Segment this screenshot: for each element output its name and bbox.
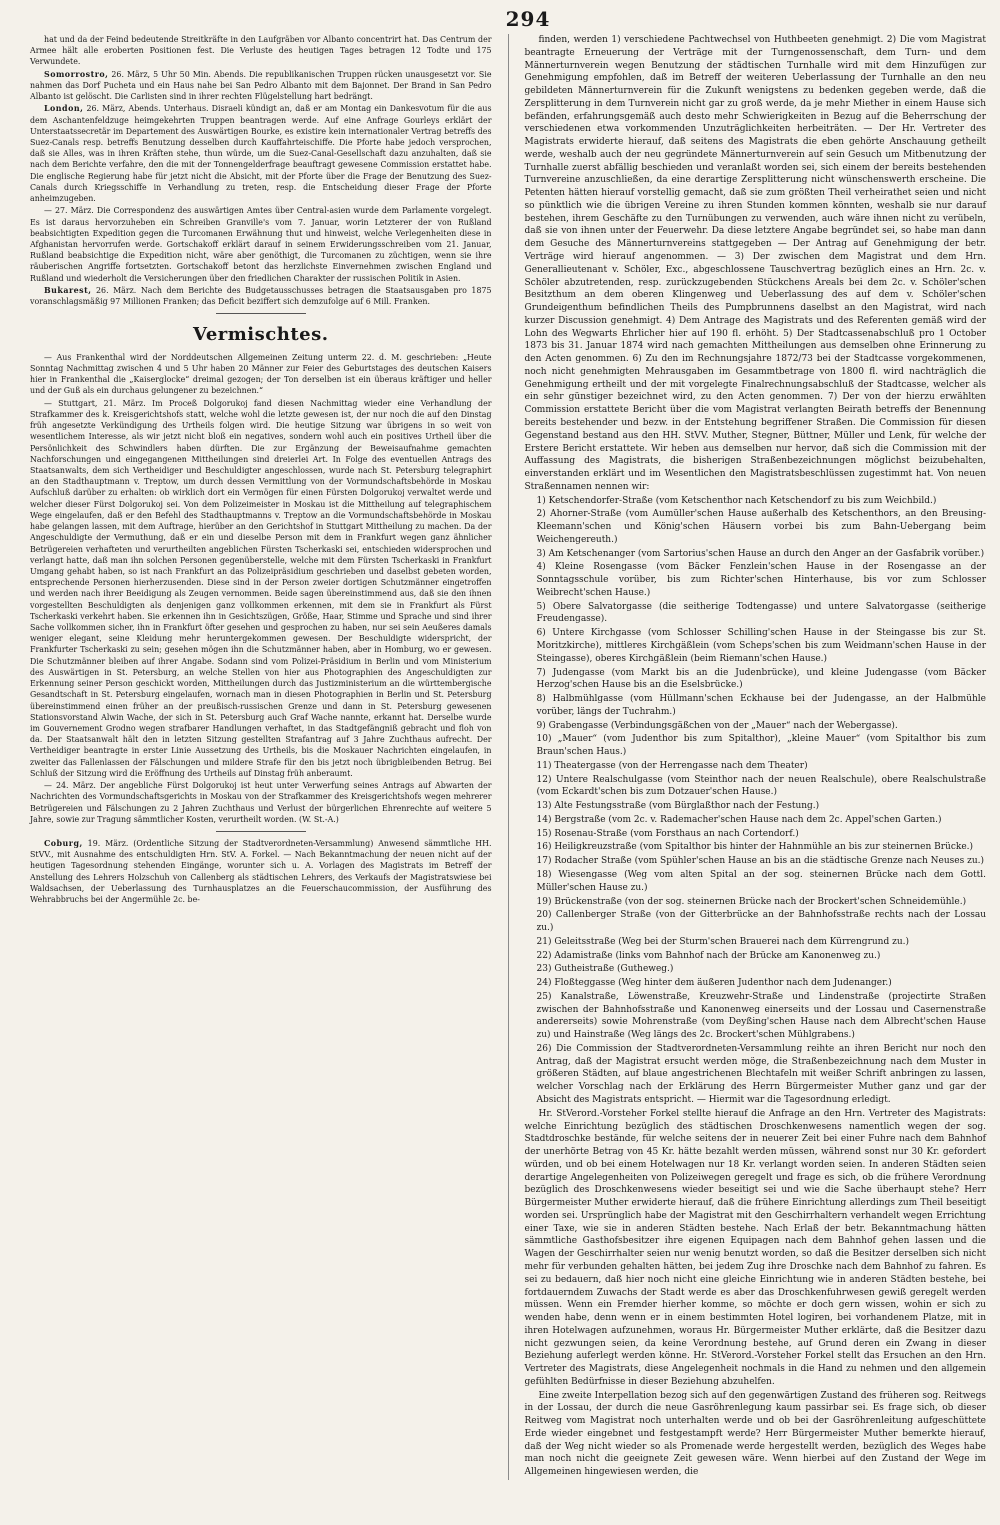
paragraph: [30, 398, 492, 779]
street-list-item: 2) Ahorner-Straße (vom Aumüller'schen Hause außerhalb des Ketschenthors, an den Breusing-Kleemann'schen und König'schen Häusern vorbei bis zum Bahn-Uebergang beim Weichengereuth.): [536, 509, 987, 545]
column-rule: [508, 34, 509, 1480]
street-list-item: 14) Bergstraße (vom 2c. v. Rademacher'schen Hause nach dem 2c. Appel'schen Garten.): [536, 814, 942, 825]
street-list-item: 15) Rosenau-Straße (vom Forsthaus an nach Cortendorf.): [536, 828, 799, 839]
street-list-item: 11) Theatergasse (von der Herrengasse nach dem Theater): [536, 760, 808, 771]
street-name-list: [525, 495, 987, 1107]
columns: [30, 34, 986, 1480]
right-interpellation-block: [525, 1108, 987, 1479]
section-heading-vermischtes: Vermischtes.: [193, 324, 329, 346]
street-list-item: 5) Obere Salvatorgasse (die seitherige Todtengasse) und untere Salvatorgasse (seitherige Freudengasse).: [536, 601, 987, 625]
paragraph-text: 26. März. Nach dem Berichte des Budgetausschusses betragen die Staatsausgaben pro 1875 voranschlagsmäßig 97 Millionen Franken; das Deficit beziffert sich demzufolge auf 6 Mill. Franken.: [30, 285, 492, 307]
page-number: 294: [505, 7, 551, 31]
paragraph: [30, 69, 492, 103]
street-list-item: 23) Gutheistraße (Gutheweg.): [536, 964, 674, 975]
paragraph: [30, 838, 492, 905]
paragraph-text: Eine zweite Interpellation bezog sich auf den gegenwärtigen Zustand des früheren sog. Reitwegs in der Lossau, der durch die neue Gasröhrenlegung kaum passirbar sei. Es frage sich, ob dieser Reitweg vom Magistrat noch unterhalten werde und ob bei der Gasröhrenleitung aufgeschüttete Erde wieder eingebnet und festgestampft werde? Herr Bürgermeister Muther bemerkte hierauf, daß der Weg nicht wieder so als Promenade werde hergestellt werden, bezüglich des Weges habe man noch nicht die geeignete Zeit gewesen wäre. Wenn hierbei auf den Zustand der Wege im Allgemeinen hingewiesen werden, die: [524, 1390, 987, 1478]
street-list-item: 12) Untere Realschulgasse (vom Steinthor nach der neuen Realschule), obere Realschulstraße (vom Eckardt'schen bis zum Dotzauer'schen Hause.): [536, 774, 987, 798]
street-list-item: 16) Heiligkreuzstraße (vom Spitalthor bis hinter der Hahnmühle an bis zur steinernen Brücke.): [536, 842, 974, 853]
paragraph: [30, 285, 492, 307]
street-list-item: 25) Kanalstraße, Löwenstraße, Kreuzwehr-Straße und Lindenstraße (projectirte Straßen zwischen der Bahnhofsstraße und Kanonenweg einerseits und der Lossau und Casernenstraße andererseits) sowie Mohrenstraße (vom Deyßing'schen Hause nach dem Albrecht'schen Hause zu) und Hainstraße (Weg längs des 2c. Brockert'schen Mühlgrabens.): [536, 991, 987, 1041]
street-list-item: 6) Untere Kirchgasse (vom Schlosser Schilling'schen Hause in der Steingasse bis zur St. Moritzkirche), mittleres Kirchgäßlein (vom Scheps'schen bis zum Weidmann'schen Hause in der Steingasse), oberes Kirchgäßlein (beim Riemann'schen Hause.): [536, 628, 987, 664]
left-vermischtes-block: [30, 352, 492, 825]
street-list-item: 13) Alte Festungsstraße (vom Bürglaßthor nach der Festung.): [536, 801, 820, 812]
paragraph-text: 19. März. (Ordentliche Sitzung der Stadtverordneten-Versammlung) Anwesend sämmtliche HH. StVV., mit Ausnahme des entschuldigten Hrn. StV. A. Forkel. — Nach Bekanntmachung der neuen nicht auf der heutigen Tagesordnung stehenden Eingänge, worunter sich u. A. Vorlagen des Magistrats im Betreff der Anstellung des Lehrers Holzschuh von Callenberg als städtischen Lehrers, des Verkaufs der Magistratswiese bei Waldsachsen, der Ueberlassung des Turnhausplatzes an die Feuerschaucommission, der Ausführung des Wehrabbruchs bei der Angermühle 2c. be-: [30, 838, 492, 905]
paragraph: [525, 1108, 987, 1389]
street-list-item: 26) Die Commission der Stadtverordneten-Versammlung reihte an ihren Bericht nur noch den Antrag, daß der Magistrat ersucht werden möge, die Straßenbezeichnung nach dem Muster in größeren Städten, auf blaue angestrichenen Blechtafeln mit weißer Schrift anbringen zu lassen, welcher Vorschlag nach der Erklärung des Herrn Bürgermeister Muther ganz und gar der Absicht des Magistrats entspricht. — Hiermit war die Tagesordnung erledigt.: [536, 1043, 987, 1106]
street-list-item: 17) Rodacher Straße (vom Spühler'schen Hause an bis an die städtische Grenze nach Neuses zu.): [536, 856, 985, 867]
street-list-item: 24) Floßteggasse (Weg hinter dem äußeren Judenthor nach dem Judenanger.): [536, 978, 892, 989]
paragraph-text: — 24. März. Der angebliche Fürst Dolgorukoj ist heut unter Verwerfung seines Antrags auf Abwarten der Nachrichten des Vormundschaftsgerichts in Moskau von der Strafkammer des Kreisgerichtshofs wegen mehrerer Betrügereien und Fälschungen zu 2 Jahren Zuchthaus und Verlust der bürgerlichen Ehrenrechte auf weitere 5 Jahre, sowie zur Tragung sämmtlicher Kosten, verurtheilt worden. (W. St.-A.): [30, 781, 492, 824]
dateline: Coburg,: [44, 838, 83, 848]
left-column: [30, 34, 492, 1480]
paragraph: [525, 34, 987, 494]
right-session-block: [525, 34, 987, 494]
street-list-item: 10) „Mauer“ (vom Judenthor bis zum Spitalthor), „kleine Mauer“ (vom Spitalthor bis zum Braun'schen Haus.): [536, 734, 987, 758]
paragraph-text: finden, werden 1) verschiedene Pachtwechsel von Huthbeeten genehmigt. 2) Die vom Magistrat beantragte Erneuerung der Verträge mit der Turngenossenschaft, dem Turn- und dem Männerturnverein wegen Benutzung der städtischen Turnhalle wird mit dem Hinzufügen zur Genehmigung empfohlen, daß im Betreff der weiteren Ueberlassung der Turnhalle an den neu gebildeten Männerturnverein für die Zukunft wenigstens zu bedenken gegeben werde, daß die Zersplitterung in dem Turnverein nicht gar zu groß werde, da je mehr Miether in einem Hause sich befänden, erfahrungsgemäß auch desto mehr Schwierigkeiten in Bezug auf die Beherrschung der verschiedenen etwa vorkommenden Unzuträglichkeiten herbeiträten. — Der Hr. Vertreter des Magistrats erwiderte hierauf, daß seitens des Magistrats die eben gehörte Anschauung getheilt werde, weshalb auch der neu gegründete Männerturnverein auf sein Gesuch um Mitbenutzung der Turnhalle zuerst abfällig beschieden und veranlaßt worden sei, sich einem der bereits bestehenden Turnvereine anzuschließen, da eine derartige Zersplitterung nicht wünschenswerth erscheine. Die Petenten hätten hierauf vorstellig gemacht, daß sie zum größten Theil verheirathet seien und nicht so pünktlich wie die übrigen Vereine zu ihren Stunden kommen könnten, weshalb sie nur darauf bestehen, ihrem Geschäfte zu den Turnübungen zu verwenden, auch wäre ihnen nicht zu verübeln, daß sie von ihnen unter der Feuerwehr. Da diese letztere Angabe begründet sei, so habe man dann dem Gesuche des Männerturnvereins stattgegeben — Der Antrag auf Genehmigung der betr. Verträge wird hierauf angenommen. — 3) Der zwischen dem Magistrat und dem Hrn. Generallieutenant v. Schöler, Exc., abgeschlossene Tauschvertrag bezüglich eines an Hrn. 2c. v. Schöler abzutretenden, resp. zurückzugebenden Stückchens Areals bei dem 2c. v. Schöler'schen Besitzthum an dem oberen Klingenweg und Ueberlassung des auf dem v. Schöler'schen Grundeigenthum befindlichen Theils des Pumpbrunnens daselbst an den Magistrat, wird nach kurzer Discussion genehmigt. 4) Dem Antrage des Magistrats und des Referenten gemäß wird der Lohn des Wegwarts Ehrlicher hier auf 190 fl. erhöht. 5) Der Stadtcassenabschluß pro 1 October 1873 bis 31. Januar 1874 wird nach gemachten Mittheilungen aus demselben ohne Erinnerung zu den Acten genommen. 6) Zu den im Rechnungsjahre 1872/73 bei der Stadtcasse vorgekommenen, noch nicht genehmigten Mehrausgaben im Gesammtbetrage von 1800 fl. wird nachträglich die Genehmigung ertheilt und der mit vorgelegte Finalrechnungsabschluß der Stadtcasse, welcher als ein sehr günstiger bezeichnet wird, zu den Acten genommen. 7) Der von der hierzu erwählten Commission erstattete Bericht über die vom Magistrat verlangten Beirath betreffs der Benennung bereits bestehender und bezw. in der Entstehung begriffener Straßen. Die Commission für diesen Gegenstand bestand aus den HH. StVV. Muther, Stegner, Büttner, Müller und Lenk, für welche der Erstere Bericht erstattete. Wir heben aus demselben nur hervor, daß sich die Commission mit der Auffassung des Magistrats, die bisherigen Straßenbezeichnungen möglichst beizubehalten, einverstanden erklärt und im Wesentlichen den Magistratsbeschlüssen zugestimmt hat. Von neuen Straßennamen nennen wir:: [524, 35, 987, 492]
dateline: London,: [44, 104, 84, 114]
street-list-item: 9) Grabengasse (Verbindungsgäßchen von der „Mauer“ nach der Webergasse).: [536, 720, 898, 731]
paragraph-text: hat und da der Feind bedeutende Streitkräfte in den Laufgräben vor Albanto concentrirt hat. Das Centrum der Armee hält alle eroberten Positionen fest. Die Verluste des heutigen Tages betragen 12 Todte und 175 Verwundete.: [30, 35, 492, 67]
street-list-item: 3) Am Ketschenanger (vom Sartorius'schen Hause an durch den Anger an der Gasfabrik vorüber.): [536, 548, 985, 559]
paragraph-text: 26. März, 5 Uhr 50 Min. Abends. Die republikanischen Truppen rücken unausgesetzt vor. Sie nahmen das Dorf Pucheta und ein Haus nahe bei San Pedro Albanto mit dem Bajonnet. Der Brand in San Pedro Albanto ist gelöscht. Die Carlisten sind in ihrer rechten Flügelstellung hart bedrängt.: [30, 69, 492, 102]
section-divider: [216, 831, 306, 832]
paragraph: [30, 205, 492, 284]
paragraph-text: — 27. März. Die Correspondenz des auswärtigen Amtes über Central-asien wurde dem Parlamente vorgelegt. Es ist daraus hervorzuheben ein Schreiben Granville's vom 7. Januar, worin Letzterer der von Rußland beabsichtigten Expedition gegen die Turcomanen Erwähnung thut und hinweist, welche Verlegenheiten diese in Afghanistan hervorrufen werde. Gortschakoff erklärt darauf in seinem Erwiderungsschreiben vom 21. Januar, Rußland beabsichtige die Expedition nicht, wäre aber genöthigt, die Turcomanen zu züchtigen, wenn sie ihre räuberischen Angriffe fortsetzten. Gortschakoff betont das herzlichste Einvernehmen zwischen England und Rußland und wiederholt die Versicherungen über den friedlichen Charakter der russischen Politik in Asien.: [30, 206, 492, 283]
dateline: Somorrostro,: [44, 69, 109, 79]
street-list-item: 1) Ketschendorfer-Straße (vom Ketschenthor nach Ketschendorf zu bis zum Weichbild.): [536, 495, 937, 506]
paragraph: [30, 103, 492, 204]
right-column: [525, 34, 987, 1480]
paragraph: [30, 34, 492, 68]
dateline: Bukarest,: [44, 285, 92, 295]
left-coburg-block: [30, 838, 492, 905]
street-list-item: 8) Halbmühlgasse (vom Hüllmann'schen Eckhause bei der Judengasse, an der Halbmühle vorüber, längs der Tuchrahm.): [536, 694, 987, 717]
street-list-item: 19) Brückenstraße (von der sog. steinernen Brücke nach der Brockert'schen Schneidemühle.): [536, 896, 967, 907]
left-news-block: [30, 34, 492, 307]
street-list-item: 4) Kleine Rosengasse (vom Bäcker Fenzlein'schen Hause in der Rosengasse an der Sonntagsschule vorüber, bis zum Richter'schen Hinterhause, bis vor zum Schlosser Weibrecht'schen Hause.): [536, 562, 987, 598]
street-list-item: 20) Callenberger Straße (von der Gitterbrücke an der Bahnhofsstraße rechts nach der Lossau zu.): [536, 910, 987, 934]
paragraph-text: Hr. StVerord.-Vorsteher Forkel stellte hierauf die Anfrage an den Hrn. Vertreter des Magistrats: welche Einrichtung bezüglich des städtischen Droschkenwesens namentlich wegen der sog. Stadtdroschke bestände, für welche seitens der in neuerer Zeit bei einer Fuhre nach dem Bahnhof der unerhörte Betrag von 45 Kr. hätte bezahlt werden müssen, während sonst nur 30 Kr. gefordert würden, und ob bei einem Hotelwagen nur 18 Kr. verlangt worden seien. In anderen Städten seien derartige Angelegenheiten von Polizeiwegen geregelt und frage es sich, ob die frühere Verordnung bezüglich des Droschkenwesens wieder beseitigt sei und wie die Sache überhaupt stehe? Herr Bürgermeister Muther erwiderte hierauf, daß die frühere Einrichtung allerdings zum Theil beseitigt worden sei. Ursprünglich habe der Magistrat mit den Geschirrhaltern verhandelt wegen Errichtung einer Taxe, wie sie in anderen Städten bestehe. Nach Erlaß der betr. Bekanntmachung hätten sämmtliche Gasthofsbesitzer ihre eigenen Equipagen nach dem Bahnhof gehen lassen und die Wagen der Geschirrhalter seien nur wenig benutzt worden, so daß die Besitzer derselben sich nicht mehr für verbunden gehalten hätten, bei jedem Zug ihre Droschke nach dem Bahnhof zu fahren. Es sei zu bedauern, daß hier noch nicht eine gleiche Einrichtung wie in anderen Städten bestehe, bei fortdauerndem Zuwachs der Stadt werde es aber das Droschkenfuhrwesen gewiß geregelt werden müssen. Wenn ein Fremder hierher komme, so möchte er doch gern wissen, wohin er sich zu wenden habe, denn wenn er in einem bestimmten Hotel logiren, bei vorhandenem Platze, mit in ihren Hotelwagen aufzunehmen, woraus Hr. Bürgermeister Muther erklärte, daß die Besitzer dazu nicht gezwungen seien, da keine Verordnung bestehe, auf Grund deren ein Zwang in dieser Beziehung auferlegt werden könne. Hr. StVerord.-Vorsteher Forkel stellt das Ersuchen an den Hrn. Vertreter des Magistrats, diese Angelegenheit nochmals in die Hand zu nehmen und den allgemein gefühlten Bedürfnisse in dieser Beziehung abzuhelfen.: [524, 1108, 987, 1387]
paragraph-text: — Aus Frankenthal wird der Norddeutschen Allgemeinen Zeitung unterm 22. d. M. geschrieben: „Heute Sonntag Nachmittag zwischen 4 und 5 Uhr haben 20 Männer zur Feier des Geburtstages des deutschen Kaisers hier in Frankenthal die „Kaiserglocke“ dreimal gezogen; der Ton derselben ist ein überaus kräftiger und heller und der Guß als ein durchaus gelungener zu bezeichnen.“: [30, 352, 492, 396]
paragraph-text: 26. März, Abends. Unterhaus. Disraeli kündigt an, daß er am Montag ein Dankesvotum für die aus dem Aschantenfeldzuge heimgekehrten Truppen beantragen werde. Auf eine Anfrage Gourleys erklärt der Unterstaatssecretär im Departement des Auswärtigen Bourke, es existire kein internationaler Vertrag betreffs des Suez-Canals resp. betreffs Benutzung desselben durch Kauffahrteischiffe. Die Pforte habe jedoch versprochen, daß sie Alles, was in ihren Kräften stehe, thun würde, um die Suez-Canal-Gesellschaft dazu anzuhalten, daß sie nach dem Berichte verfahre, den die mit der Tonnengelderfrage beauftragt gewesene Commission erstattet habe. Die englische Regierung habe für jetzt nicht die Absicht, mit der Pforte über die Frage der Benutzung des Suez-Canals durch Kriegsschiffe in Verhandlung zu treten, resp. die Entscheidung dieser Frage der Pforte anheimzugeben.: [30, 104, 492, 204]
street-list-item: 18) Wiesengasse (Weg vom alten Spital an der sog. steinernen Brücke nach dem Gottl. Müller'schen Hause zu.): [536, 870, 987, 893]
paragraph: [30, 352, 492, 397]
paragraph-text: — Stuttgart, 21. März. Im Proceß Dolgorukoj fand diesen Nachmittag wieder eine Verhandlung der Strafkammer des k. Kreisgerichtshofs statt, welche wohl die letzte gewesen ist, der nur noch die auf den Dinstag früh angesetzte Verkündigung des Urtheils folgen wird. Die heutige Sitzung war übrigens in so weit von wesentlichem Interesse, als wir jetzt nicht bloß ein negatives, sondern wohl auch ein positives Urtheil über die Persönlichkeit des Schwindlers haben dürften. Die zur Ergänzung der Beweisaufnahme gemachten Nachforschungen und eingegangenen Mittheilungen sind dreierlei Art. In Folge des eventuellen Antrags des Staatsanwalts, dem sich Vertheidiger und Beschuldigter angeschlossen, wurde nach St. Petersburg telegraphirt an den Stadthauptmann v. Treptow, um durch dessen Vermittlung von der Vormundschaftsbehörde in Moskau Aufschluß darüber zu erhalten: ob wirklich dort ein Vermögen für einen Fürsten Dolgorukoj verwaltet werde und welcher dieser Fürst Dolgorukoj sei. Von dem Polizeimeister in Moskau ist die Mittheilung auf telegraphischem Wege eingelaufen, daß er den Befehl des Stadthauptmanns v. Treptow an die Vormundschaftsbehörde in Moskau habe gelangen lassen, mit dem Auftrage, hierüber an den Gerichtshof in Stuttgart Mittheilung zu machen. Da der Angeschuldigte der Vermuthung, daß er ein und dieselbe Person mit dem in Frankfurt wegen ganz ähnlicher Betrügereien verhafteten und verurtheilten angeblichen Fürsten Tscherkaski sei, entschieden widersprochen und verlangt hatte, daß man ihn solchen Personen gegenüberstelle, welche mit dem Fürsten Tscherkaski in Frankfurt Umgang gehabt haben, so ist nach Frankfurt an das Polizeipräsidium geschrieben und daselbst gebeten worden, entsprechende Personen hierherzusenden. Diese sind in der Person zweier dortigen Schutzmänner eingetroffen und werden nach ihrer Beeidigung als Zeugen vernommen. Beide sagen übereinstimmend aus, daß sie den ihnen vorgestellten Beschuldigten als denjenigen ganz vollkommen erkennen, mit dem sie in Frankfurt als Fürst Tscherkaski verkehrt haben. Sie erkennen ihn in Gesichtszügen, Größe, Haar, Stimme und Sprache und sind ihrer Sache vollkommen sicher, ihn in Frankfurt öfter gesehen und gesprochen zu haben, nur sei sein Aeußeres damals weniger elegant, seine Kleidung mehr heruntergekommen gewesen. Der Beschuldigte widerspricht, der Frankfurter Tscherkaski zu sein; gesehen mögen ihn die Schutzmänner haben, aber in Homburg, wo er gewesen. Die Schutzmänner bleiben auf ihrer Angabe. Sodann sind vom Polizei-Präsidium in Berlin und vom Ministerium des Auswärtigen in St. Petersburg, an welche Stellen von hier aus Photographien des Angeschuldigten zur Erkennung seiner Person geschickt worden, Mittheilungen durch das Justizministerium an die württembergische Gesandtschaft in St. Petersburg eingelaufen, wornach man in diesen Photographien in Berlin und St. Petersburg übereinstimmend einen früher an der preußisch-russischen Grenze und dann in St. Petersburg gewesenen Stationsvorstand Alwin Wache, der sich in St. Petersburg auch Graf Wache nannte, erkannt hat. Derselbe wurde im Gouvernement Grodno wegen strafbarer Handlungen verhaftet, in das Stadtgefängniß gebracht und floh von da. Der Staatsanwalt hält den in letzten Sitzung gestellten Strafantrag auf 3 Jahre Zuchthaus aufrecht. Der Vertheidiger beantragte in erster Linie Aussetzung des Urtheils, bis die Moskauer Nachrichten eingelaufen, in zweiter das Fallenlassen der Fälschungen und mildere Strafe für den bis jetzt noch übrigbleibenden Betrug. Bei Schluß der Sitzung wird die Eröffnung des Urtheils auf Dinstag früh anberaumt.: [30, 398, 492, 778]
paragraph: [525, 1390, 987, 1479]
section-divider: [216, 313, 306, 314]
street-list-item: 7) Judengasse (vom Markt bis an die Judenbrücke), und kleine Judengasse (vom Bäcker Herzog'schen Hause bis an die Eselsbrücke.): [536, 667, 987, 691]
street-list-item: 21) Geleitsstraße (Weg bei der Sturm'schen Brauerei nach dem Kürrengrund zu.): [536, 936, 909, 947]
street-list-item: 22) Adamistraße (links vom Bahnhof nach der Brücke am Kanonenweg zu.): [536, 950, 881, 961]
paragraph: [30, 780, 492, 825]
